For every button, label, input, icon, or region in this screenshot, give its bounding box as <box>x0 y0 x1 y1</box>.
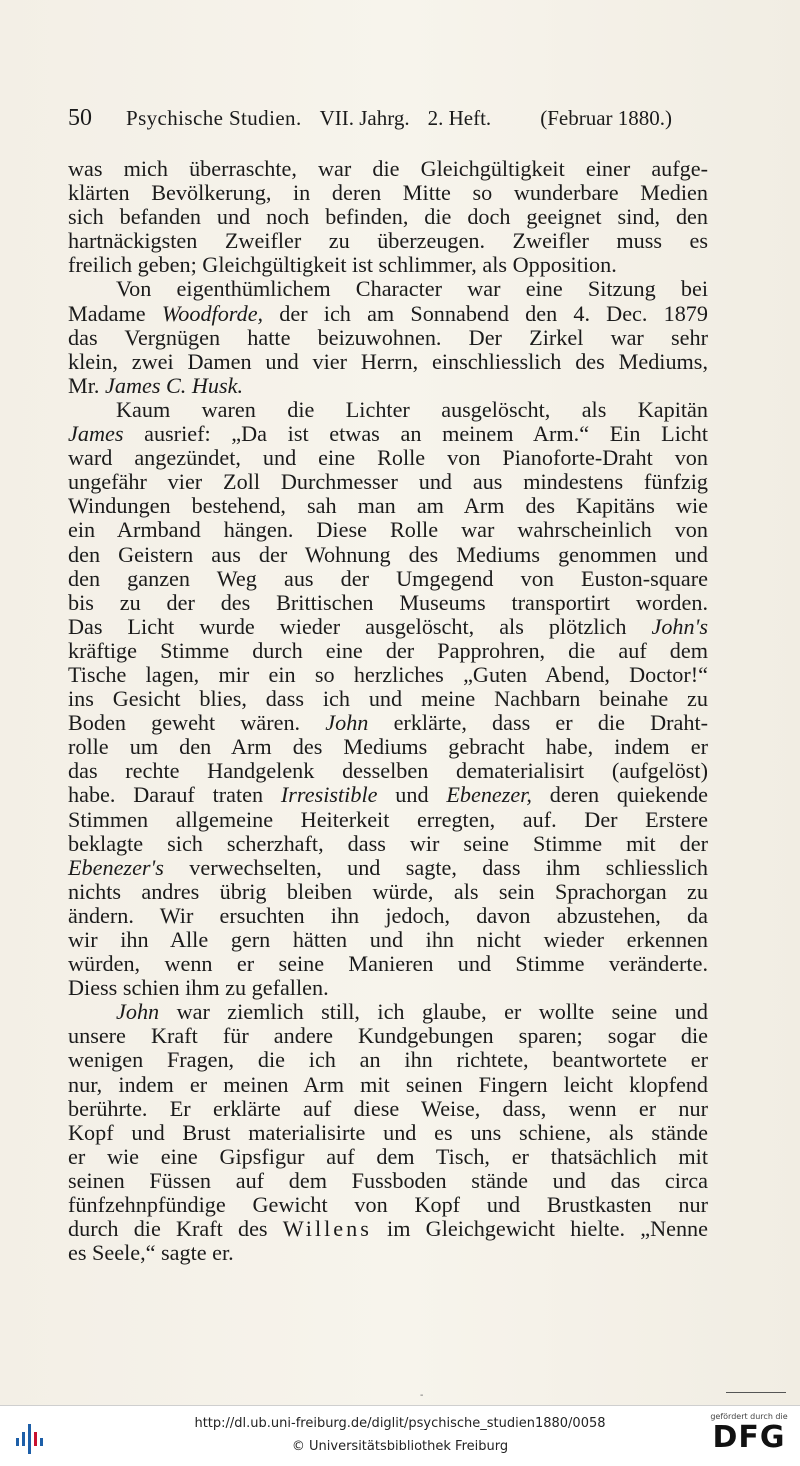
text-line <box>68 350 708 374</box>
text-run: der ich am Sonnabend den 4. Dec. 1879 <box>263 300 708 326</box>
text-run: war ziemlich still, ich glaube, er wollte seine und <box>159 999 708 1025</box>
text-line <box>68 687 708 711</box>
text-line <box>68 711 708 735</box>
italic-run: John <box>325 710 369 736</box>
text-run: es Seele,“ sagte er. <box>68 1240 234 1266</box>
italic-run: Woodforde, <box>161 300 264 326</box>
text-run: ändern. Wir ersuchten ihn jedoch, davon abzustehen, da <box>68 902 708 928</box>
text-run: Kaum waren die Lichter ausgelöscht, als Kapitän <box>116 396 708 422</box>
text-line <box>68 1169 708 1193</box>
volume-label: VII. Jahrg. <box>319 106 410 130</box>
text-line <box>68 952 708 976</box>
text-line <box>68 1048 708 1072</box>
italic-run: James C. Husk. <box>105 372 244 398</box>
viewer-footer <box>0 1405 800 1466</box>
text-run: seinen Füssen auf dem Fussboden stände und das circa <box>68 1167 708 1193</box>
text-line <box>68 398 708 422</box>
permalink-url[interactable]: http://dl.ub.uni-freiburg.de/diglit/psychische_studien1880/0058 <box>194 1416 606 1431</box>
paragraph <box>68 157 708 277</box>
spaced-run: Willens <box>282 1216 372 1242</box>
text-line <box>68 374 708 398</box>
dfg-wordmark: DFG <box>712 1420 786 1455</box>
text-line <box>68 446 708 470</box>
text-line <box>68 1193 708 1217</box>
text-line <box>68 1073 708 1097</box>
text-line <box>68 1097 708 1121</box>
text-run: Diess schien ihm zu gefallen. <box>68 975 329 1001</box>
text-run: wenigen Fragen, die ich an ihn richtete, beantwortete er <box>68 1047 708 1073</box>
paragraph <box>68 1000 708 1265</box>
text-line <box>68 157 708 181</box>
text-run: wir ihn Alle gern hätten und ihn nicht wieder erkennen <box>68 927 708 952</box>
text-run: Boden geweht wären. <box>68 710 326 736</box>
issue-label: 2. Heft. <box>427 106 492 130</box>
text-line <box>68 494 708 518</box>
text-line <box>68 1121 708 1145</box>
text-run: Madame <box>68 300 162 326</box>
text-run: freilich geben; Gleichgültigkeit ist schlimmer, als Opposition. <box>68 252 617 278</box>
text-run: Kopf und Brust materialisirte und es uns schiene, als stände <box>68 1119 708 1145</box>
text-line <box>68 181 708 205</box>
text-line <box>68 253 708 277</box>
paragraph <box>68 277 708 397</box>
text-line <box>68 783 708 807</box>
text-line <box>68 302 708 326</box>
text-run: unsere Kraft für andere Kundgebungen sparen; sogar die <box>68 1023 708 1049</box>
text-line <box>68 277 708 301</box>
text-line <box>68 856 708 880</box>
text-line <box>68 735 708 759</box>
text-line <box>68 615 708 639</box>
text-line <box>68 663 708 687</box>
text-run: klärten Bevölkerung, in deren Mitte so wunderbare Medien <box>68 180 708 206</box>
text-run: klein, zwei Damen und vier Herrn, einschliesslich des Mediums, <box>68 348 708 374</box>
italic-run: Ebenezer's <box>68 854 164 880</box>
page-number: 50 <box>68 105 92 131</box>
text-line <box>68 880 708 904</box>
text-line <box>68 832 708 856</box>
text-run: er wie eine Gipsfigur auf dem Tisch, er thatsächlich mit <box>68 1143 708 1169</box>
dfg-logo[interactable] <box>706 1412 792 1462</box>
text-line <box>68 808 708 832</box>
text-line <box>68 928 708 952</box>
text-run: den ganzen Weg aus der Umgegend von Euston-square <box>68 565 708 591</box>
text-run: ein Armband hängen. Diese Rolle war wahrscheinlich von <box>68 517 708 543</box>
text-run: Mr. <box>68 372 105 398</box>
text-line <box>68 470 708 494</box>
text-run: nur, indem er meinen Arm mit seinen Fingern leicht klopfend <box>68 1071 708 1097</box>
text-run: kräftige Stimme durch eine der Papprohren, die auf dem <box>68 637 708 663</box>
text-run: Das Licht wurde wieder ausgelöscht, als plötzlich <box>68 613 652 639</box>
text-line <box>68 976 708 1000</box>
text-run: im Gleichgewicht hielte. „Nenne <box>371 1216 708 1242</box>
text-line <box>68 518 708 542</box>
text-run: ward angezündet, und eine Rolle von Pianoforte-Draht von <box>68 445 708 471</box>
text-run: Stimmen allgemeine Heiterkeit erregten, auf. Der Erstere <box>68 806 708 832</box>
text-run: Von eigenthümlichem Character war eine Sitzung bei <box>116 276 708 302</box>
italic-run: Ebenezer, <box>446 782 532 808</box>
text-line <box>68 326 708 350</box>
text-line <box>68 567 708 591</box>
text-line <box>68 639 708 663</box>
text-run: fünfzehnpfündige Gewicht von Kopf und Brustkasten nur <box>68 1192 708 1218</box>
text-run: das rechte Handgelenk desselben dematerialisirt (aufgelöst) <box>68 758 708 784</box>
text-run: ungefähr vier Zoll Durchmesser und aus mindestens fünfzig <box>68 469 708 495</box>
text-run: deren quiekende <box>531 782 709 808</box>
copyright-notice: © Universitätsbibliothek Freiburg <box>291 1439 509 1454</box>
page-edge-rule <box>726 1392 786 1395</box>
text-run: würden, wenn er seine Manieren und Stimme veränderte. <box>68 951 708 977</box>
issue-date: (Februar 1880.) <box>540 106 672 130</box>
text-run: hartnäckigsten Zweifler zu überzeugen. Zweifler muss es <box>68 228 708 254</box>
journal-title: Psychische Studien. <box>126 106 302 130</box>
text-line <box>68 591 708 615</box>
text-run: und <box>377 782 447 808</box>
text-run: erklärte, dass er die Draht- <box>368 710 709 736</box>
italic-run: John's <box>651 613 708 639</box>
text-run: Windungen bestehend, sah man am Arm des Kapitäns wie <box>68 493 708 519</box>
italic-run: John <box>116 999 160 1025</box>
text-run: bis zu der des Brittischen Museums transportirt worden. <box>68 589 708 615</box>
text-line <box>68 904 708 928</box>
text-line <box>68 1024 708 1048</box>
text-line <box>68 422 708 446</box>
text-line <box>68 759 708 783</box>
sponsor-caption: gefördert durch die <box>710 1412 788 1421</box>
body-text <box>68 157 708 1265</box>
text-line <box>68 1241 708 1265</box>
text-run: was mich überraschte, war die Gleichgültigkeit einer aufge- <box>68 156 708 181</box>
text-line <box>68 1217 708 1241</box>
text-run: durch die Kraft des <box>68 1216 283 1242</box>
text-run: rolle um den Arm des Mediums gebracht habe, indem er <box>68 734 708 760</box>
text-run: ins Gesicht blies, dass ich und meine Nachbarn beinahe zu <box>68 686 708 712</box>
text-run: Tische lagen, mir ein so herzliches „Guten Abend, Doctor!“ <box>68 661 708 687</box>
text-run: berührte. Er erklärte auf diese Weise, dass, wenn er nur <box>68 1095 708 1121</box>
text-line <box>68 1000 708 1024</box>
running-head <box>68 101 672 135</box>
text-run: nichts andres übrig bleiben würde, als sein Sprachorgan zu <box>68 878 708 904</box>
text-line <box>68 1145 708 1169</box>
text-run: habe. Darauf traten <box>68 782 281 808</box>
text-run: den Geistern aus der Wohnung des Mediums genommen und <box>68 541 708 567</box>
text-run: ausrief: „Da ist etwas an meinem Arm.“ Ein Licht <box>123 421 708 447</box>
text-run: beklagte sich scherzhaft, dass wir seine Stimme mit der <box>68 830 708 856</box>
text-run: das Vergnügen hatte beizuwohnen. Der Zirkel war sehr <box>68 324 708 350</box>
italic-run: James <box>68 421 124 447</box>
text-run: sich befanden und noch befinden, die doch geeignet sind, den <box>68 204 708 230</box>
paragraph <box>68 398 708 1000</box>
page-mark: - <box>420 1390 424 1401</box>
text-line <box>68 543 708 567</box>
text-line <box>68 205 708 229</box>
text-line <box>68 229 708 253</box>
italic-run: Irresistible <box>280 782 378 808</box>
text-run: verwechselten, und sagte, dass ihm schliesslich <box>163 854 708 880</box>
